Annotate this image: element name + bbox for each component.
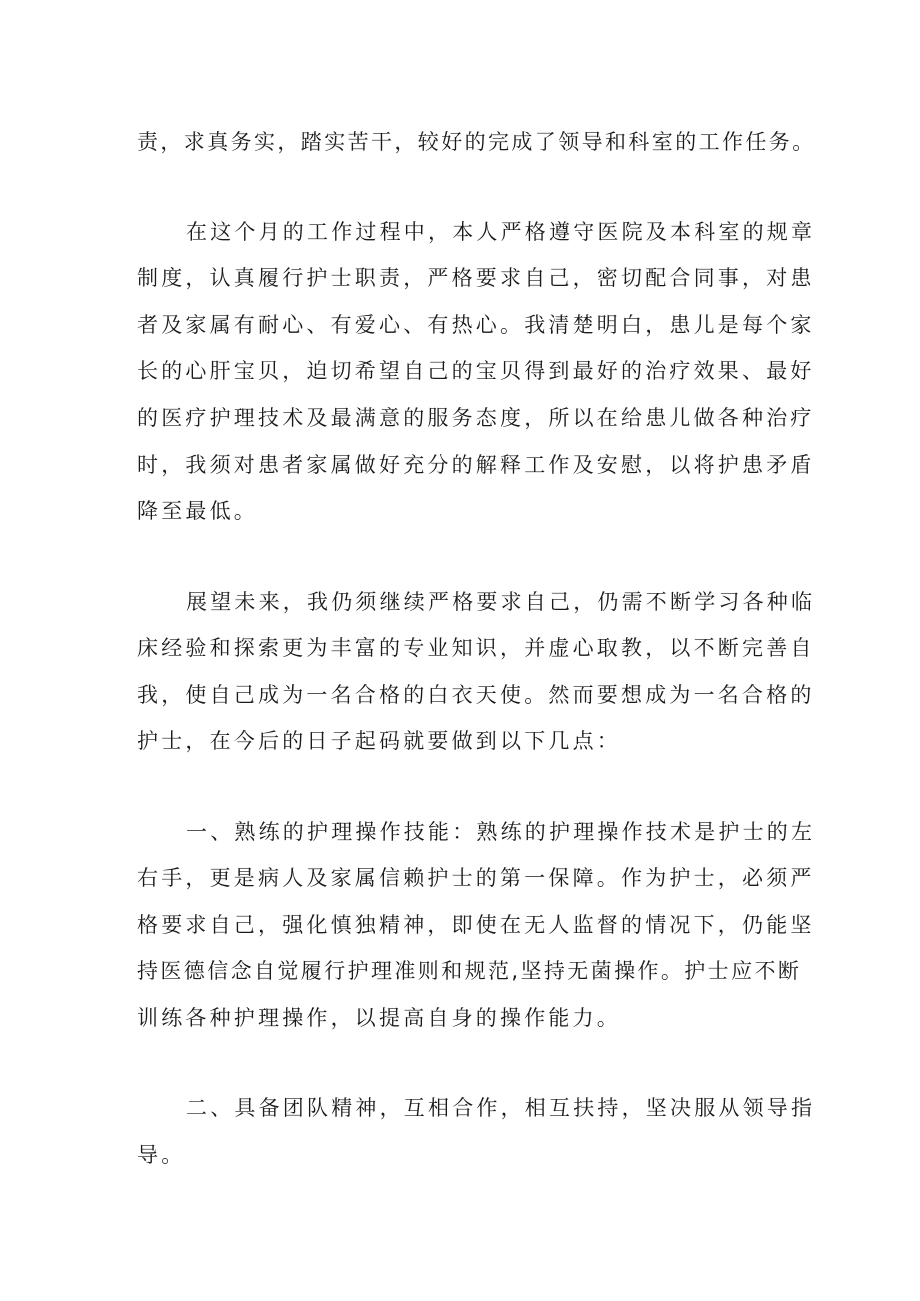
text-line: 我，使自己成为一名合格的白衣天使。然而要想成为一名合格的 [137, 683, 815, 707]
paragraph-first-line: 展望未来，我仍须继续严格要求自己，仍需不断学习各种临 [186, 590, 816, 614]
text-line: 长的心肝宝贝，迫切希望自己的宝贝得到最好的治疗效果、最好 [137, 359, 815, 383]
text-line: 导。 [137, 1143, 186, 1167]
text-line: 时，我须对患者家属做好充分的解释工作及安慰，以将护患矛盾 [137, 453, 815, 477]
text-line: 格要求自己，强化慎独精神，即使在无人监督的情况下，仍能坚 [137, 913, 815, 937]
text-line: 右手，更是病人及家属信赖护士的第一保障。作为护士，必须严 [137, 866, 815, 890]
paragraph-first-line: 一、熟练的护理操作技能：熟练的护理操作技术是护士的左 [186, 820, 816, 844]
text-line: 降至最低。 [137, 499, 258, 523]
text-line: 者及家属有耐心、有爱心、有热心。我清楚明白，患儿是每个家 [137, 313, 815, 337]
text-line: 床经验和探索更为丰富的专业知识，并虚心取教，以不断完善自 [137, 636, 815, 660]
paragraph-first-line: 在这个月的工作过程中，本人严格遵守医院及本科室的规章 [186, 220, 816, 244]
text-line: 护士，在今后的日子起码就要做到以下几点： [137, 729, 621, 753]
text-line: 的医疗护理技术及最满意的服务态度，所以在给患儿做各种治疗 [137, 406, 815, 430]
paragraph-first-line: 二、具备团队精神，互相合作，相互扶持，坚决服从领导指 [186, 1096, 816, 1120]
text-line: 制度，认真履行护士职责，严格要求自己，密切配合同事，对患 [137, 266, 815, 290]
text-line: 责，求真务实，踏实苦干，较好的完成了领导和科室的工作任务。 [137, 130, 816, 154]
text-line: 持医德信念自觉履行护理准则和规范,坚持无菌操作。护士应不断 [137, 959, 802, 983]
text-line: 训练各种护理操作，以提高自身的操作能力。 [137, 1006, 621, 1030]
